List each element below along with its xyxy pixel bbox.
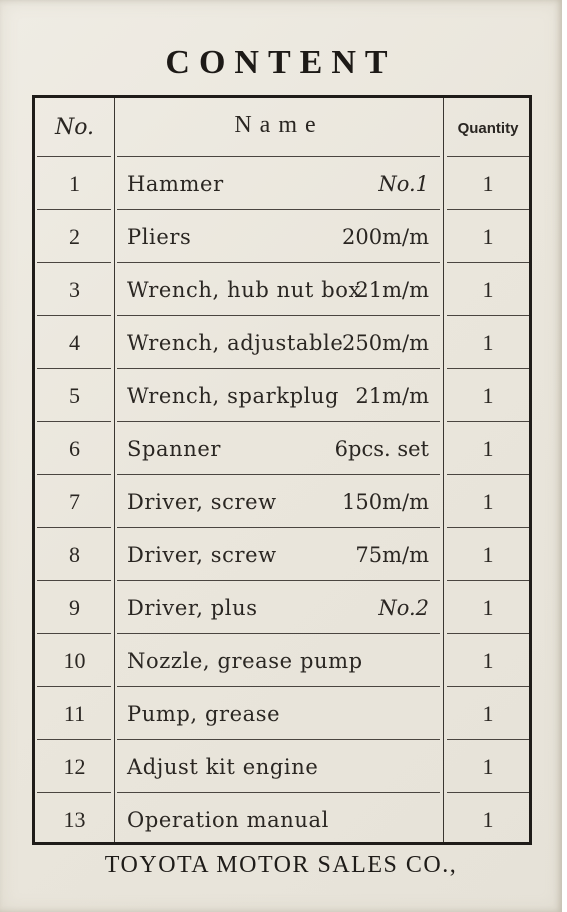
item-name: Hammer bbox=[127, 172, 224, 196]
row-separator bbox=[447, 156, 529, 157]
row-separator bbox=[447, 262, 529, 263]
item-name: Driver, screw bbox=[127, 543, 277, 567]
row-separator bbox=[37, 474, 111, 475]
row-separator bbox=[117, 156, 440, 157]
item-quantity: 1 bbox=[482, 330, 494, 355]
item-number: 1 bbox=[69, 171, 80, 196]
table-row bbox=[35, 209, 529, 262]
item-name: Wrench, hub nut box bbox=[127, 278, 361, 302]
item-number: 2 bbox=[69, 224, 80, 249]
row-separator bbox=[447, 474, 529, 475]
row-separator bbox=[117, 262, 440, 263]
item-spec: 200m/m bbox=[342, 225, 429, 249]
header-quantity: Quantity bbox=[457, 120, 519, 137]
row-separator bbox=[117, 739, 440, 740]
row-separator bbox=[447, 368, 529, 369]
row-separator bbox=[37, 580, 111, 581]
row-separator bbox=[447, 739, 529, 740]
item-spec: 21m/m bbox=[355, 278, 429, 302]
item-number: 11 bbox=[63, 701, 86, 726]
item-name: Operation manual bbox=[127, 808, 329, 832]
item-spec: 250m/m bbox=[342, 331, 429, 355]
row-separator bbox=[37, 633, 111, 634]
contents-table bbox=[32, 95, 532, 845]
item-spec: No.1 bbox=[378, 172, 429, 196]
row-separator bbox=[447, 580, 529, 581]
row-separator bbox=[37, 315, 111, 316]
row-separator bbox=[447, 421, 529, 422]
item-name: Driver, plus bbox=[127, 596, 258, 620]
table-row bbox=[35, 315, 529, 368]
row-separator bbox=[37, 209, 111, 210]
row-separator bbox=[117, 315, 440, 316]
table-row bbox=[35, 421, 529, 474]
row-separator bbox=[447, 633, 529, 634]
item-quantity: 1 bbox=[482, 383, 494, 408]
row-separator bbox=[447, 527, 529, 528]
item-number: 6 bbox=[69, 436, 80, 461]
item-number: 3 bbox=[69, 277, 80, 302]
item-quantity: 1 bbox=[482, 754, 494, 779]
table-row bbox=[35, 527, 529, 580]
item-name: Pliers bbox=[127, 225, 192, 249]
row-separator bbox=[37, 792, 111, 793]
item-number: 9 bbox=[69, 595, 80, 620]
table-row bbox=[35, 262, 529, 315]
row-separator bbox=[117, 686, 440, 687]
item-quantity: 1 bbox=[482, 489, 494, 514]
page-title: CONTENT bbox=[165, 44, 397, 81]
row-separator bbox=[117, 792, 440, 793]
row-separator bbox=[447, 686, 529, 687]
company-footer: TOYOTA MOTOR SALES CO., bbox=[104, 852, 458, 878]
item-number: 7 bbox=[69, 489, 80, 514]
row-separator bbox=[117, 209, 440, 210]
item-spec: No.2 bbox=[378, 596, 429, 620]
item-name: Driver, screw bbox=[127, 490, 277, 514]
item-quantity: 1 bbox=[482, 542, 494, 567]
row-separator bbox=[447, 792, 529, 793]
item-name: Nozzle, grease pump bbox=[127, 649, 363, 673]
header-name: Name bbox=[234, 112, 324, 138]
item-spec: 150m/m bbox=[342, 490, 429, 514]
row-separator bbox=[37, 262, 111, 263]
item-spec: 21m/m bbox=[355, 384, 429, 408]
row-separator bbox=[117, 421, 440, 422]
row-separator bbox=[117, 527, 440, 528]
item-quantity: 1 bbox=[482, 171, 494, 196]
row-separator bbox=[37, 421, 111, 422]
item-quantity: 1 bbox=[482, 436, 494, 461]
table-body bbox=[35, 156, 529, 845]
row-separator bbox=[37, 156, 111, 157]
item-number: 8 bbox=[69, 542, 80, 567]
item-number: 5 bbox=[69, 383, 80, 408]
row-separator bbox=[447, 209, 529, 210]
table-row bbox=[35, 739, 529, 792]
item-quantity: 1 bbox=[482, 648, 494, 673]
row-separator bbox=[117, 580, 440, 581]
item-quantity: 1 bbox=[482, 277, 494, 302]
row-separator bbox=[117, 633, 440, 634]
item-name: Adjust kit engine bbox=[127, 755, 319, 779]
table-row bbox=[35, 580, 529, 633]
row-separator bbox=[37, 527, 111, 528]
item-quantity: 1 bbox=[482, 595, 494, 620]
item-spec: 6pcs. set bbox=[334, 437, 429, 461]
row-separator bbox=[117, 368, 440, 369]
row-separator bbox=[37, 686, 111, 687]
item-quantity: 1 bbox=[482, 224, 494, 249]
table-row bbox=[35, 368, 529, 421]
item-name: Spanner bbox=[127, 437, 222, 461]
row-separator bbox=[37, 739, 111, 740]
row-separator bbox=[117, 474, 440, 475]
table-row bbox=[35, 156, 529, 209]
item-name: Wrench, adjustable bbox=[127, 331, 344, 355]
item-number: 12 bbox=[63, 754, 86, 779]
item-quantity: 1 bbox=[482, 701, 494, 726]
item-quantity: 1 bbox=[482, 807, 494, 832]
header-no: No. bbox=[54, 114, 95, 140]
item-number: 10 bbox=[63, 648, 86, 673]
item-spec: 75m/m bbox=[355, 543, 429, 567]
row-separator bbox=[37, 368, 111, 369]
table-row bbox=[35, 686, 529, 739]
table-row bbox=[35, 633, 529, 686]
table-row bbox=[35, 474, 529, 527]
item-name: Wrench, sparkplug bbox=[127, 384, 340, 408]
item-name: Pump, grease bbox=[127, 702, 281, 726]
row-separator bbox=[447, 315, 529, 316]
table-row bbox=[35, 792, 529, 845]
item-number: 4 bbox=[69, 330, 80, 355]
item-number: 13 bbox=[63, 807, 86, 832]
